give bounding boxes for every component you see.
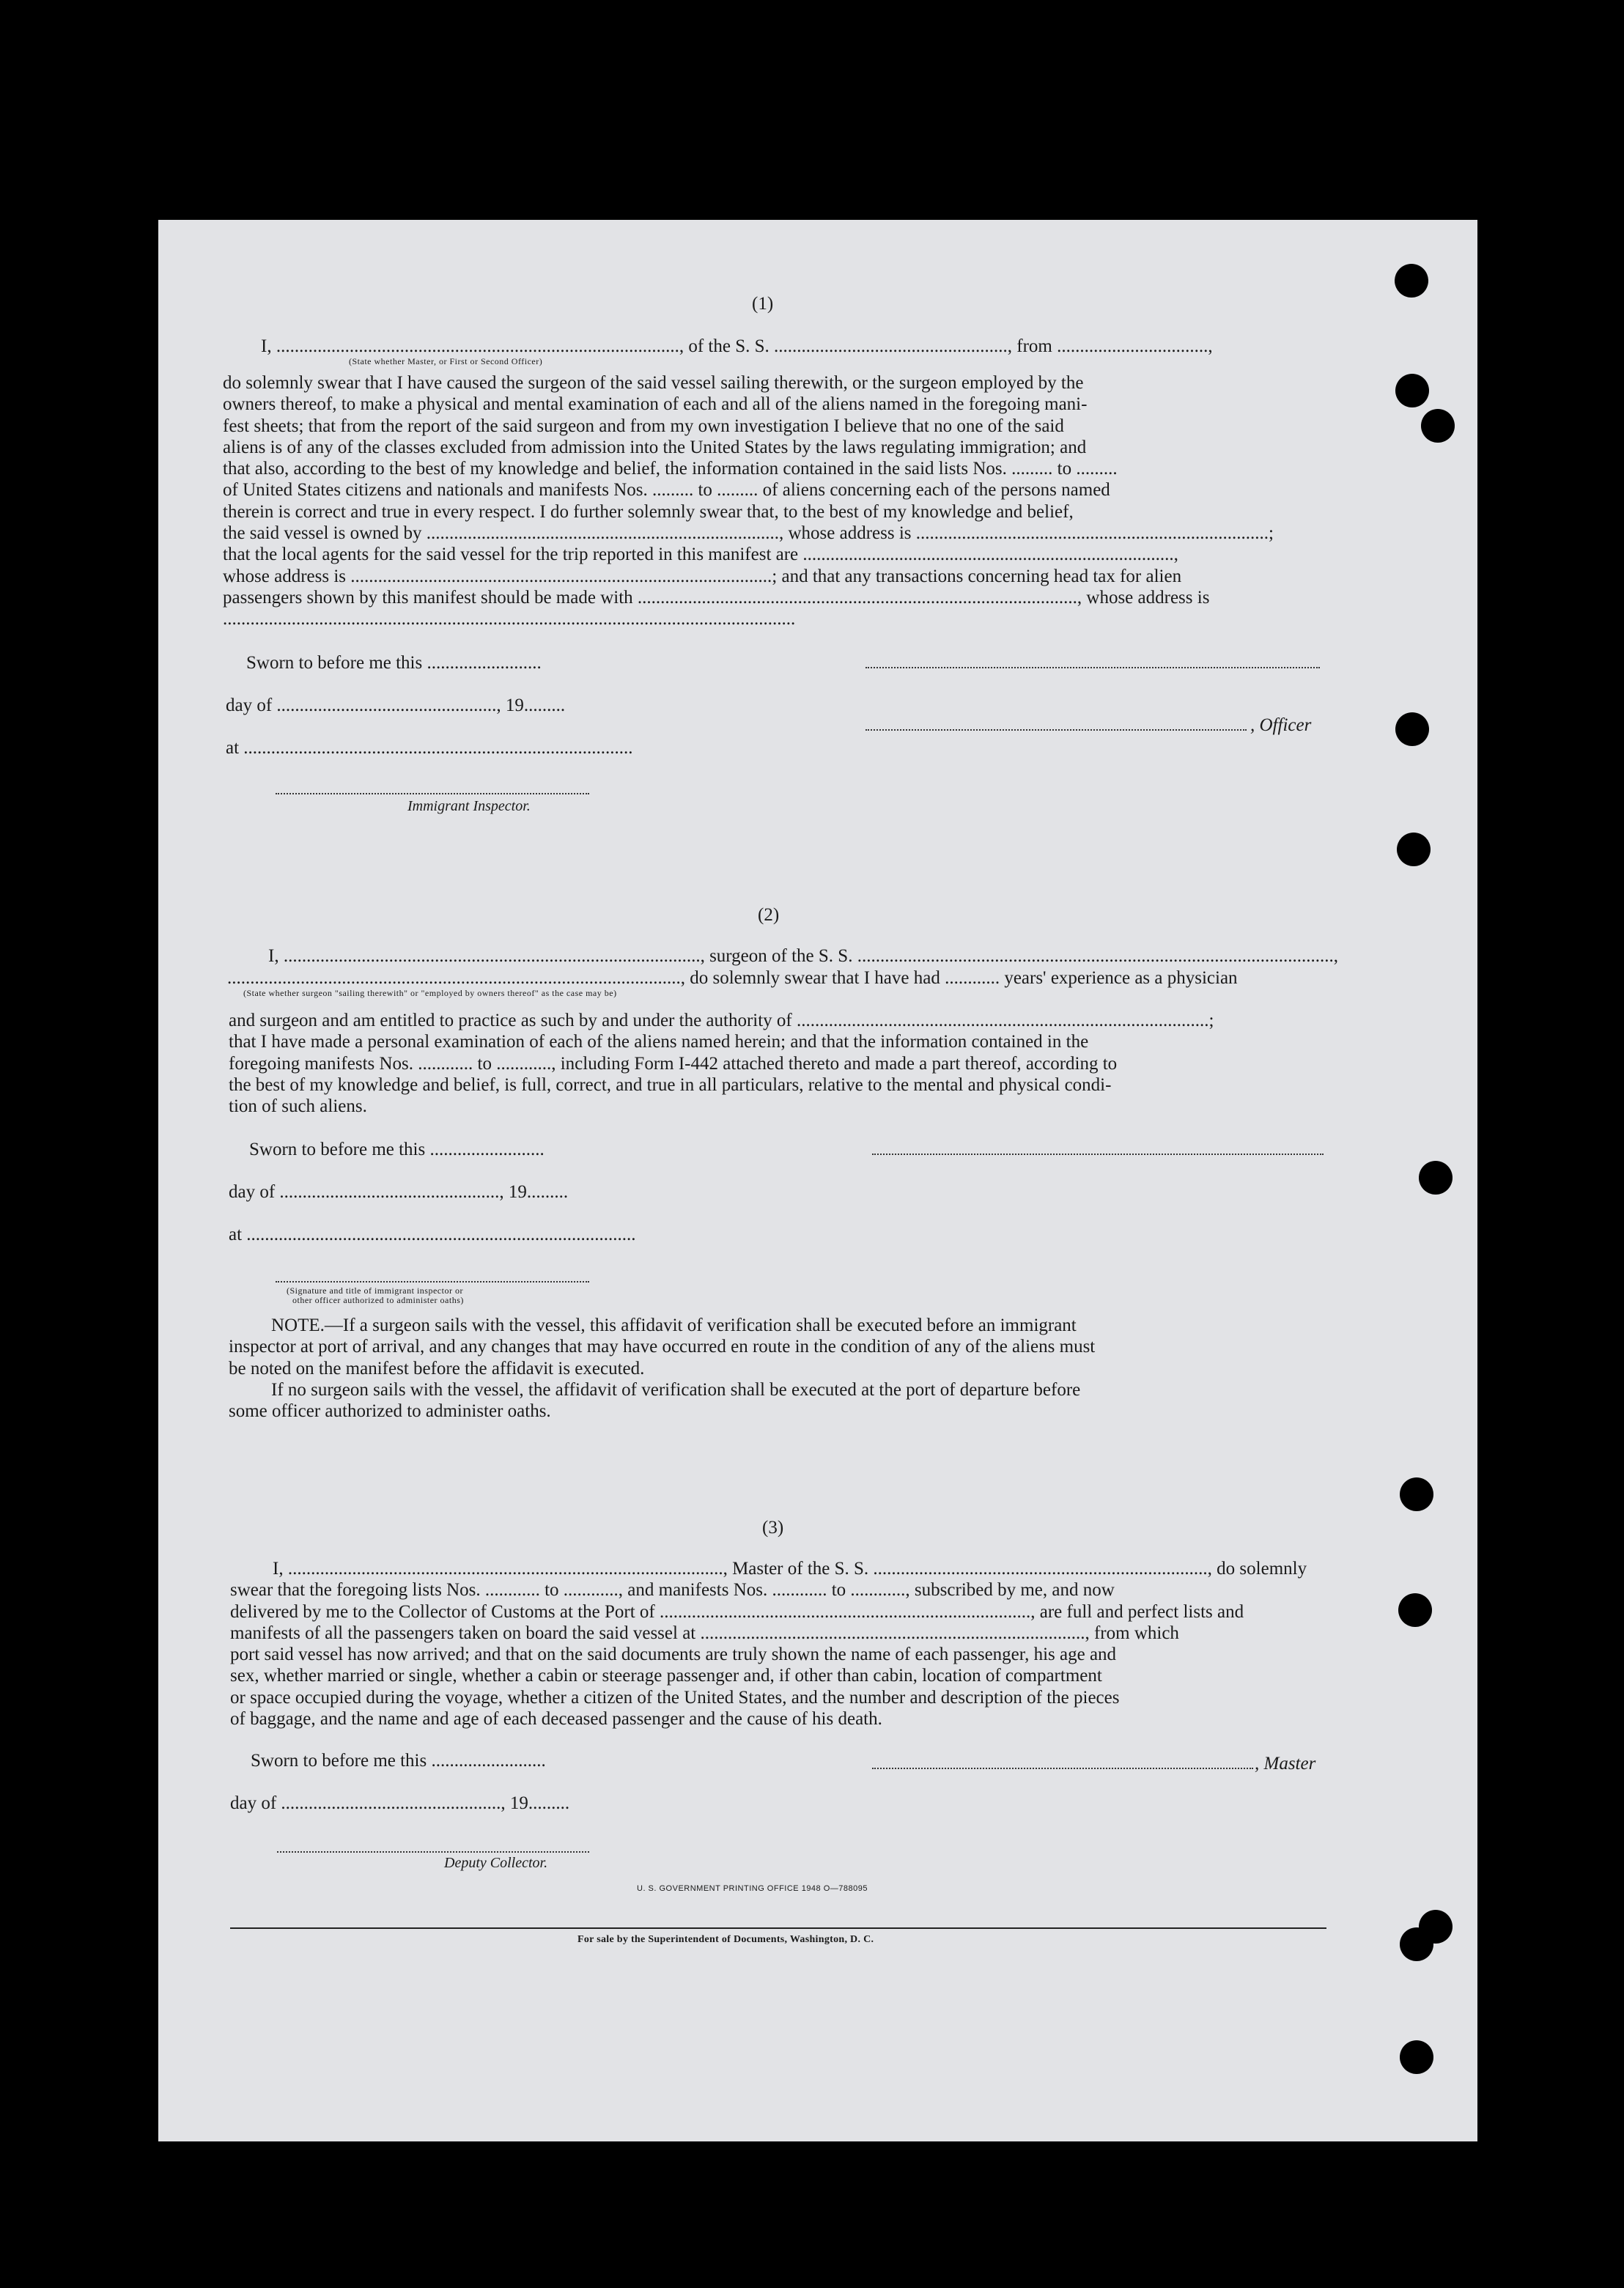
sworn-line: Sworn to before me this ......................... bbox=[249, 1140, 545, 1159]
inspector-signature-line bbox=[276, 793, 589, 794]
deputy-label: Deputy Collector. bbox=[444, 1855, 548, 1871]
master-label: , Master bbox=[1255, 1754, 1316, 1774]
section2-oath-paragraph: and surgeon and am entitled to practice as such by and under the authority of ..........................................................................................; that I have made a personal examination of each of the aliens named herein; and that the information contained in the foregoing manifests Nos. ............ to ............, including Form I-442 attached thereto and made a part thereof, according to the best of my knowledge and belief, is full, correct, and true in all particulars, relative to the mental and physical condi- tion of such aliens. bbox=[229, 1011, 1214, 1117]
printing-office-imprint: U. S. GOVERNMENT PRINTING OFFICE 1948 O—788095 bbox=[637, 1884, 868, 1893]
inspector-label: Immigrant Inspector. bbox=[407, 798, 531, 814]
punch-hole bbox=[1419, 1161, 1453, 1195]
officer-rank-note: (State whether Master, or First or Second Officer) bbox=[349, 356, 543, 366]
master-signature-line bbox=[872, 1768, 1253, 1769]
section2-declaration-line-1: I, ..........................................................................................., surgeon of the S. S. ........................................................................................................, bbox=[268, 946, 1338, 966]
punch-hole bbox=[1398, 1593, 1432, 1627]
sworn-line: Sworn to before me this ......................... bbox=[246, 653, 542, 673]
punch-hole bbox=[1395, 712, 1429, 746]
section-number-3: (3) bbox=[762, 1518, 784, 1538]
day-line: day of ................................................, 19......... bbox=[229, 1182, 569, 1202]
section1-declaration-line: I, ........................................................................................, of the S. S. ..................................................., from ................................., bbox=[261, 336, 1213, 356]
punch-hole bbox=[1397, 833, 1431, 866]
day-line: day of ................................................, 19......... bbox=[226, 695, 566, 715]
at-line: at ..................................................................................... bbox=[229, 1225, 636, 1244]
punch-hole bbox=[1395, 264, 1428, 298]
day-line: day of ................................................, 19......... bbox=[230, 1793, 570, 1813]
signature-note-line-2: other officer authorized to administer oaths) bbox=[292, 1295, 464, 1305]
section1-oath-paragraph: do solemnly swear that I have caused the surgeon of the said vessel sailing therewith, or the surgeon employed by the owners thereof, to make a physical and mental examination of each and all of the aliens named in the foregoing mani- fest sheets; that from the report of the said surgeon and from my own investigation I believe that no one of the said aliens is of any of the classes excluded from admission into the United States by the laws regulating immigration; and that also, according to the best of my knowledge and belief, the information contained in the said lists Nos. ......... to ......... of United States citizens and nationals and manifests Nos. ......... to ......... of aliens concerning each of the persons named therein is correct and true in every respect. I do further solemnly swear that, to the best of my knowledge and belief, the said vessel is owned by ............................................................................., whose address is .............................................................................; that the local agents for the said vessel for the trip reported in this manifest are ................................................................................., whose address is ............................................................................................; and that any transactions concerning head tax for alien passengers shown by this manifest should be made with ................................................................................................, whose address is ............................................................................................................................. bbox=[223, 373, 1274, 630]
sale-notice: For sale by the Superintendent of Documents, Washington, D. C. bbox=[577, 1934, 874, 1945]
punch-hole bbox=[1421, 409, 1455, 443]
officer-signature-line bbox=[865, 667, 1320, 668]
footer-rule bbox=[230, 1927, 1326, 1929]
sworn-line: Sworn to before me this ......................... bbox=[251, 1751, 546, 1771]
punch-hole bbox=[1400, 1927, 1433, 1961]
section-number-1: (1) bbox=[752, 294, 774, 314]
officer-label: , Officer bbox=[1250, 715, 1312, 735]
form-page bbox=[158, 220, 1477, 2141]
signature-note-line-1: (Signature and title of immigrant inspector or bbox=[287, 1285, 463, 1296]
punch-hole bbox=[1400, 1477, 1433, 1511]
punch-hole bbox=[1400, 2040, 1433, 2074]
section3-oath-paragraph: I, ..............................................................................................., Master of the S. S. ........................................................................., do solemnly swear that the foregoing lists Nos. ............ to ............, and manifests Nos. ............ to ............, subscribed by me, and now delivered by me to the Collector of Customs at the Port of ................................................................................., are full and perfect lists and manifests of all the passengers taken on board the said vessel at ...................................................................................., from which port said vessel has now arrived; and that on the said documents are truly shown the name of each passenger, his age and sex, whether married or single, whether a cabin or steerage passenger and, if other than cabin, location of compartment or space occupied during the voyage, whether a citizen of the United States, and the number and description of the pieces of baggage, and the name and age of each deceased passenger and the cause of his death. bbox=[230, 1559, 1307, 1730]
section2-declaration-line-2: ..................................................................................................., do solemnly swear that I have had ............ years' experience as a physician bbox=[227, 968, 1238, 988]
surgeon-signature-line bbox=[872, 1154, 1324, 1155]
surgeon-note-paragraph: NOTE.—If a surgeon sails with the vessel, this affidavit of verification shall be executed before an immigrant inspector at port of arrival, and any changes that may have occurred en route in the condition of any of the aliens must be noted on the manifest before the affidavit is executed. If no surgeon sails with the vessel, the affidavit of verification shall be executed at the port of departure before some officer authorized to administer oaths. bbox=[229, 1315, 1096, 1422]
section-number-2: (2) bbox=[758, 905, 780, 925]
at-line: at ..................................................................................... bbox=[226, 738, 633, 758]
inspector-signature-line bbox=[276, 1281, 589, 1283]
surgeon-status-note: (State whether surgeon "sailing therewith" or "employed by owners thereof" as the case may be) bbox=[243, 988, 617, 998]
officer-signature-line-2 bbox=[865, 729, 1247, 731]
punch-hole bbox=[1395, 374, 1429, 407]
